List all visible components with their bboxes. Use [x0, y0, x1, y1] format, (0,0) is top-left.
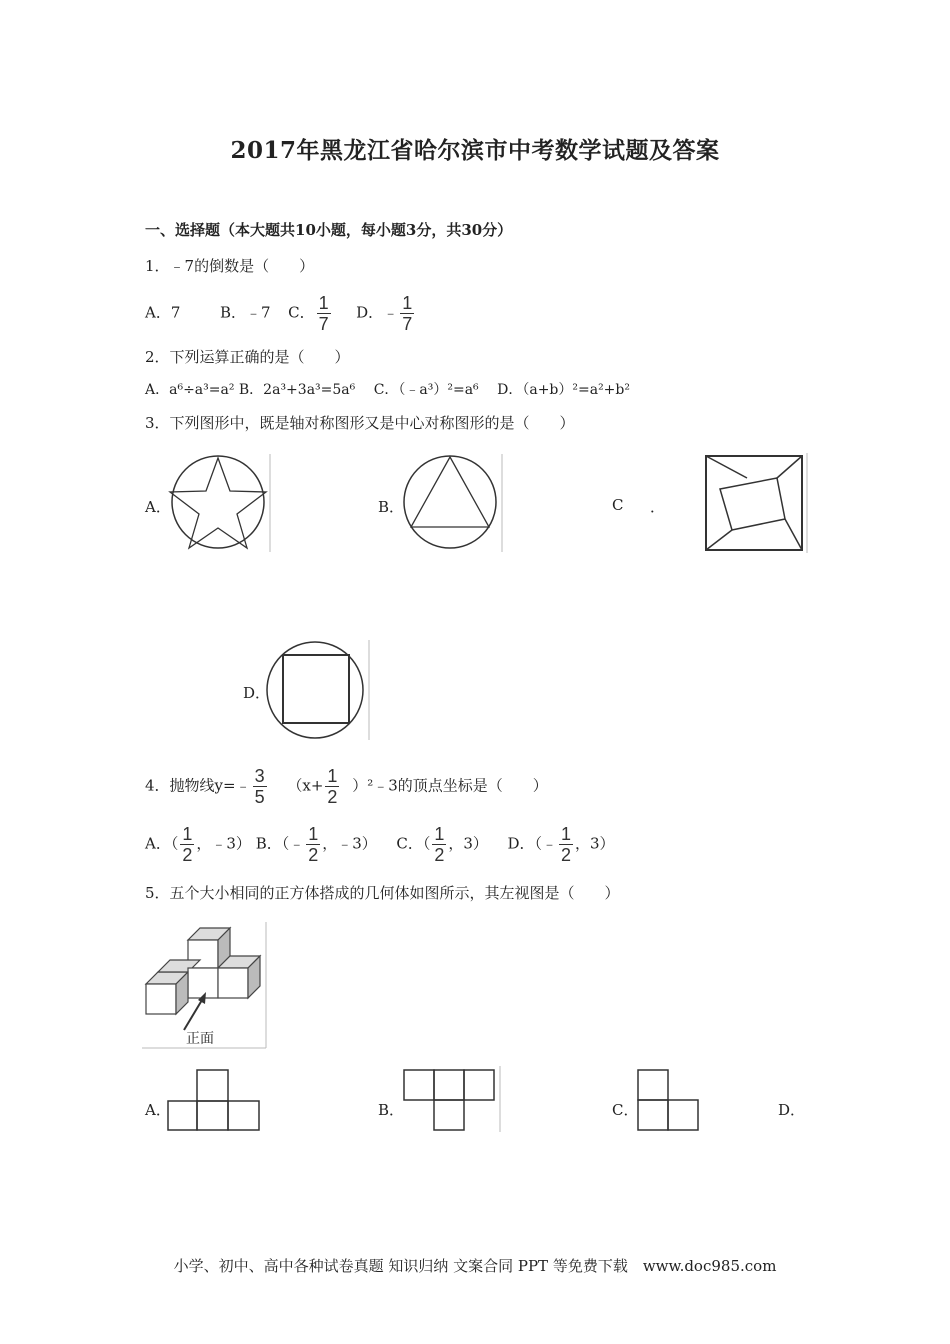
q3-figure-b-triangle-in-circle [400, 454, 510, 554]
question-2-stem: 2．下列运算正确的是（ ） [145, 348, 350, 366]
q3-option-d: D． [243, 684, 271, 702]
question-2-options: A．a⁶÷a³=a² B．2a³+3a³=5a⁶ C．（﹣a³）²=a⁶ D．（a+b）²=a²+b² [145, 382, 630, 398]
section-heading: 一、选择题（本大题共10小题，每小题3分，共30分） [145, 221, 513, 239]
q1-c-fraction: $\frac{1}{7}$ [318, 293, 329, 334]
q3-figure-a-star-in-circle [165, 454, 275, 554]
q4-b-fraction: $\frac{1}{2}$ [308, 824, 319, 865]
q3-option-a: A． [145, 498, 171, 516]
q4-d-fraction: $\frac{1}{2}$ [560, 824, 571, 865]
q3-figure-d-square-in-circle [265, 640, 375, 742]
q5-option-b: B． [378, 1101, 405, 1119]
question-5-stem: 5．五个大小相同的正方体搭成的几何体如图所示，其左视图是（ ） [145, 884, 620, 902]
q4-option-a: A．（ [145, 834, 179, 853]
q4-option-b: B．（﹣ [255, 834, 305, 853]
question-1-options [145, 293, 416, 334]
q5-front-label: 正面 [186, 1031, 214, 1047]
q1-d-fraction: $\frac{1}{7}$ [402, 293, 413, 334]
footer-text: 小学、初中、高中各种试卷真题 知识归纳 文案合同 PPT 等免费下载 www.doc985.com [173, 1257, 777, 1275]
q4-fraction-3-5: $\frac{3}{5}$ [254, 766, 265, 807]
q4-option-d: D．（﹣ [507, 834, 557, 853]
q5-figure-a [165, 1066, 265, 1134]
question-3-stem: 3．下列图形中，既是轴对称图形又是中心对称图形的是（ ） [145, 414, 575, 432]
question-4-stem: 4．抛物线y=﹣ $\frac{3}{5}$ （x+ $\frac{1}{2}$ ）²﹣3的顶点坐标是（ ） [145, 766, 548, 807]
q1-option-a: A．7 [145, 303, 181, 322]
q3-option-c: C [612, 496, 624, 514]
q3-option-c-dot: ． [650, 498, 666, 516]
q5-option-c: C． [612, 1101, 639, 1119]
question-4-options: A．（ $\frac{1}{2}$ ，﹣3） B．（﹣ $\frac{1}{2}$ ，﹣3） C．（ $\frac{1}{2}$ ，3） D．（﹣ $\frac{1}{2}$ ，3） [145, 824, 615, 865]
q1-option-c: C． [288, 303, 315, 322]
q3-option-b: B． [378, 498, 405, 516]
q5-option-d: D． [778, 1101, 806, 1119]
q5-figure-b [400, 1066, 505, 1134]
q3-figure-c-square-in-square [703, 453, 809, 553]
q5-option-a: A． [145, 1101, 171, 1119]
q1-option-b: B．﹣7 [219, 303, 271, 322]
q4-fraction-1-2: $\frac{1}{2}$ [327, 766, 338, 807]
page-title: 2017年黑龙江省哈尔滨市中考数学试题及答案 [230, 137, 720, 164]
q5-figure-c [634, 1066, 704, 1134]
q4-option-c: C．（ [396, 834, 431, 853]
q4-c-fraction: $\frac{1}{2}$ [434, 824, 445, 865]
q1-option-d: D．﹣ [356, 303, 399, 322]
question-1-stem: 1．﹣7的倒数是（ ） [145, 257, 315, 275]
q4-a-fraction: $\frac{1}{2}$ [182, 824, 193, 865]
